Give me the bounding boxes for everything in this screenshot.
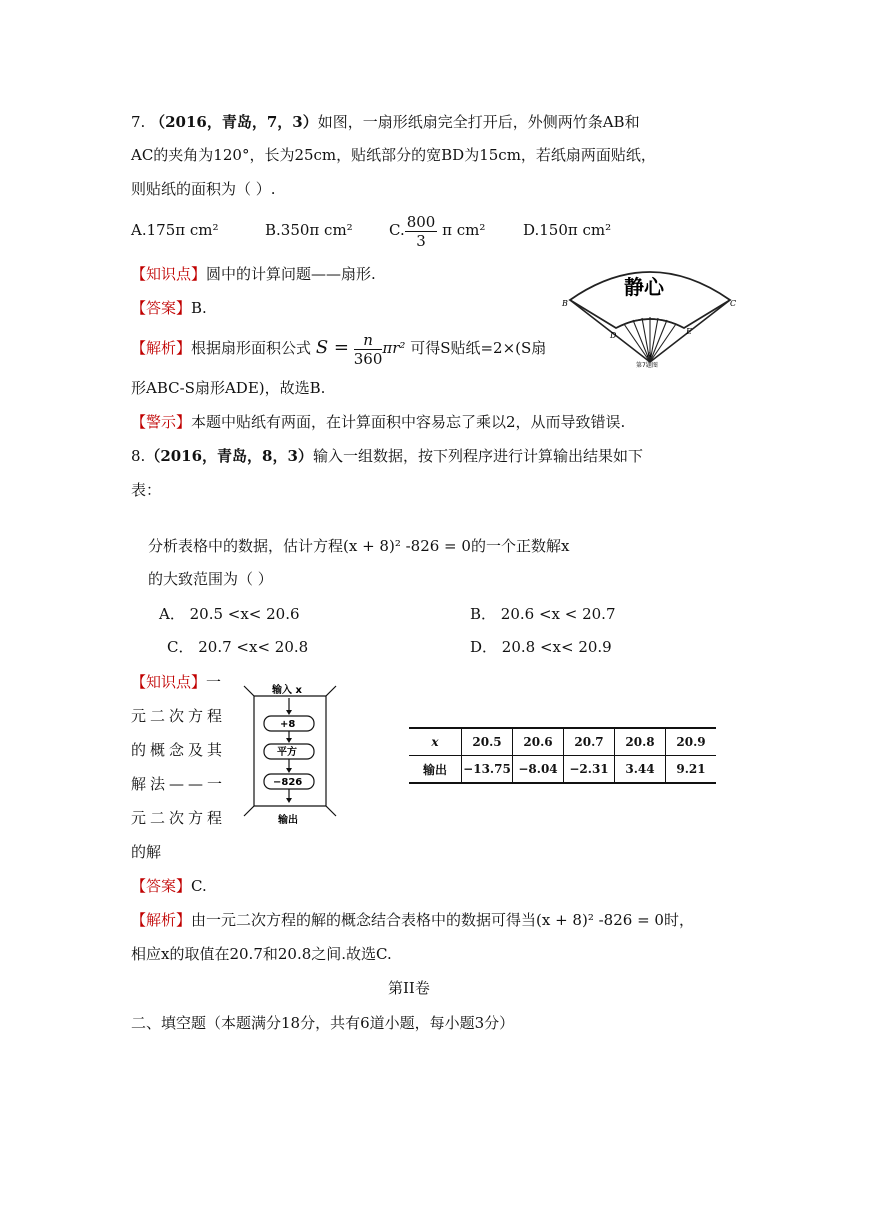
q8-answer (131, 876, 207, 896)
table-cell: 20.7 (564, 728, 615, 756)
table-header-output: 输出 (409, 756, 462, 784)
q7-analysis-post: 可得S贴纸=2×(S扇 (410, 339, 547, 357)
table-cell: 20.6 (513, 728, 564, 756)
q7-warning (131, 412, 625, 432)
q8-knowledge-line-3: 解法——一 (131, 775, 227, 793)
q8-knowledge-line-5: 的解 (131, 843, 162, 861)
table-row (409, 756, 716, 784)
q8-knowledge-line-2: 的概念及其 (131, 741, 227, 759)
q7-warning-text: 本题中贴纸有两面，在计算面积中容易忘了乘以2，从而导致错误. (191, 413, 626, 431)
q7-analysis (131, 324, 546, 372)
fan-figure (560, 258, 740, 370)
flow-input: 输入 x (272, 685, 302, 696)
q7-option-c-suffix: π cm² (442, 221, 486, 239)
q7-knowledge-text: 圆中的计算问题——扇形. (206, 265, 376, 283)
label-c: C (730, 299, 737, 308)
q8-knowledge-line-1: 元二次方程 (131, 707, 227, 725)
q7-answer-tag: 【答案】 (131, 299, 192, 317)
q7-option-a: A.175π cm² (131, 221, 219, 239)
label-b: B (562, 299, 568, 308)
q7-option-c-prefix: C. (389, 221, 405, 239)
q8-text-1: 输入一组数据，按下列程序进行计算输出结果如下 (312, 447, 643, 465)
q8-answer-text: C. (191, 877, 207, 895)
flow-step2: 平方 (277, 747, 297, 758)
table-cell: 20.8 (615, 728, 666, 756)
table-cell: 20.9 (666, 728, 717, 756)
table-cell: 3.44 (615, 756, 666, 784)
q7-text-1: 如图，一扇形纸扇完全打开后，外侧两竹条AB和 (317, 113, 640, 131)
q7-number: 7. (131, 113, 146, 131)
q8-knowledge-tag: 【知识点】 (131, 673, 207, 691)
q7-knowledge (131, 264, 376, 284)
q8-source: （2016，青岛，8，3） (145, 447, 313, 465)
table-header-x: x (409, 728, 462, 756)
q8-option-a: A． 20.5 <x< 20.6 (159, 605, 300, 623)
q8-text-2: 表： (131, 481, 162, 499)
flow-left-bracket (244, 686, 254, 816)
q7-text-3: 则贴纸的面积为（ ）. (131, 180, 276, 198)
q8-knowledge-tag-row (131, 672, 221, 692)
flowchart (240, 680, 340, 832)
q7-analysis-tag: 【解析】 (131, 339, 192, 357)
flow-step3: −826 (273, 777, 303, 788)
q7-warning-tag: 【警示】 (131, 413, 192, 431)
q7-option-b: B.350π cm² (265, 221, 353, 239)
q7-knowledge-tag: 【知识点】 (131, 265, 207, 283)
label-a: A (647, 351, 653, 359)
q7-formula-numerator: n (354, 331, 383, 350)
q7-formula-fraction (354, 331, 383, 368)
table-cell: 9.21 (666, 756, 717, 784)
q8-analysis (131, 910, 694, 930)
q7-line1 (131, 112, 640, 132)
q8-option-c: C． 20.7 <x< 20.8 (167, 638, 309, 656)
label-d: D (610, 331, 617, 340)
q8-knowledge-line-0: 一 (206, 673, 222, 691)
q7-answer (131, 298, 207, 318)
q7-formula-lhs: S = (315, 337, 349, 358)
fan-caption: 第7题图 (636, 362, 658, 369)
label-e: E (686, 327, 692, 336)
q7-source: （2016，青岛，7，3） (150, 113, 318, 131)
q7-option-c-fraction (405, 213, 438, 250)
q7-formula-denominator: 360 (353, 349, 383, 368)
q7-option-c-numerator: 800 (406, 212, 436, 231)
q8-line1 (131, 446, 643, 466)
q7-text-2: AC的夹角为120°，长为25cm，贴纸部分的宽BD为15cm，若纸扇两面贴纸， (131, 146, 656, 164)
q7-formula-rest: πr² (382, 339, 406, 357)
flow-output: 输出 (278, 815, 298, 826)
table-row (409, 728, 716, 756)
q7-option-d: D.150π cm² (523, 221, 612, 239)
flow-step1: +8 (280, 719, 296, 730)
q8-answer-tag: 【答案】 (131, 877, 192, 895)
table-cell: −13.75 (462, 756, 513, 784)
table-cell: 20.5 (462, 728, 513, 756)
q8-analysis-text-2: 相应x的取值在20.7和20.8之间.故选C. (131, 945, 392, 963)
q8-number: 8. (131, 447, 146, 465)
q7-analysis-pre: 根据扇形面积公式 (191, 339, 312, 357)
q8-stem-2: 的大致范围为（ ） (148, 570, 273, 588)
table-cell: −2.31 (564, 756, 615, 784)
q7-option-c (389, 206, 485, 254)
fan-text: 静心 (624, 275, 664, 299)
q8-knowledge-line-4: 元二次方程 (131, 809, 227, 827)
q7-option-c-denominator: 3 (416, 231, 426, 250)
part2-title: 第II卷 (388, 979, 430, 997)
section2-heading: 二、填空题（本题满分18分，共有6道小题，每小题3分） (131, 1014, 515, 1032)
q7-analysis-2: 形ABC-S扇形ADE)，故选B. (131, 379, 326, 397)
q8-analysis-tag: 【解析】 (131, 911, 192, 929)
q8-stem-1: 分析表格中的数据，估计方程(x + 8)² -826 = 0的一个正数解x (148, 537, 570, 555)
q7-answer-text: B. (191, 299, 207, 317)
q8-option-b: B． 20.6 <x < 20.7 (470, 605, 616, 623)
data-table (409, 727, 716, 784)
table-cell: −8.04 (513, 756, 564, 784)
q8-analysis-text-1: 由一元二次方程的解的概念结合表格中的数据可得当(x + 8)² -826 = 0时， (191, 911, 694, 929)
q8-option-d: D． 20.8 <x< 20.9 (470, 638, 612, 656)
flow-right-bracket (326, 686, 336, 816)
